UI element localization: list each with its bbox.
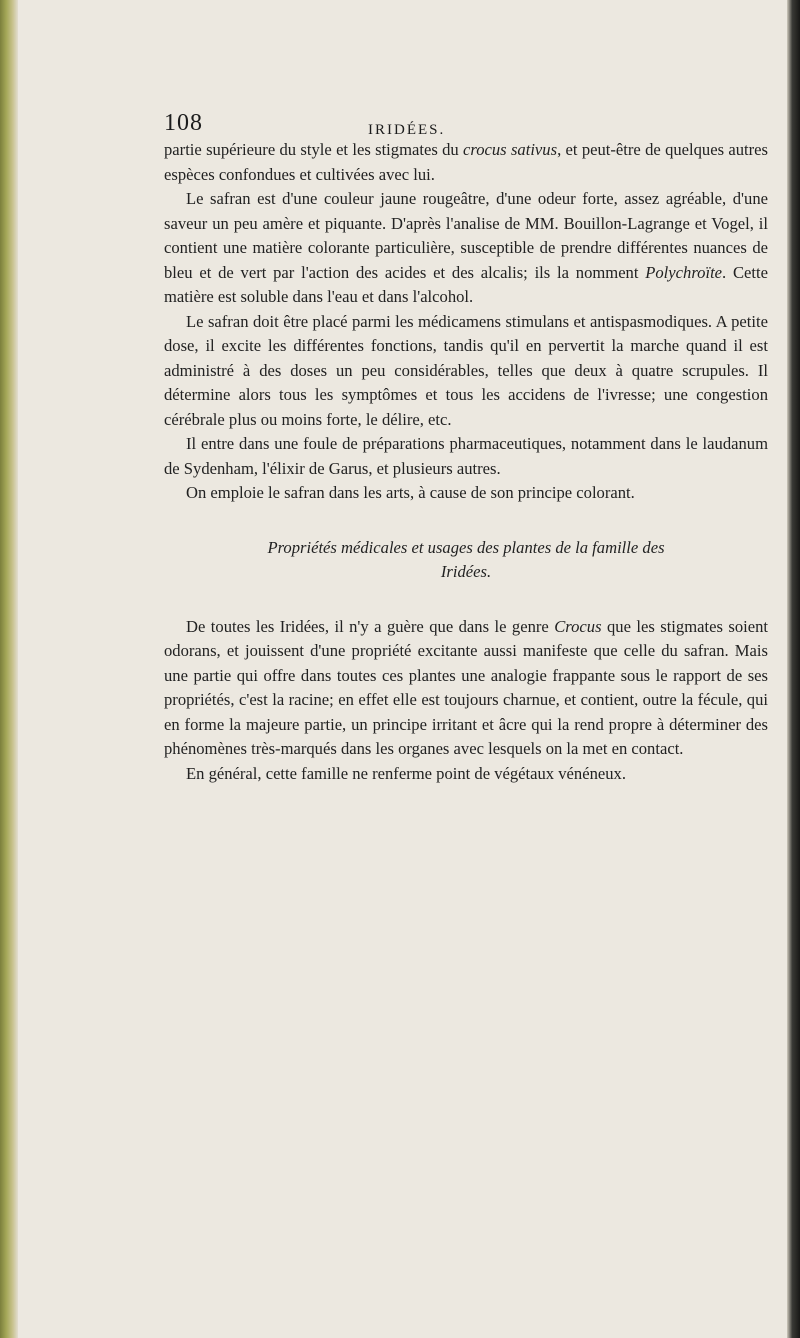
paragraph-3: Le safran doit être placé parmi les médicamens stimulans et antispasmodiques. A petite dose, il excite les différentes fonctions, tandis qu'il en pervertit la marche quand il est administré à des doses un peu considérables, telles que deux à quatre scrupules. Il détermine alors tous les symptômes et tous les accidens de l'ivresse; une congestion cérébrale plus ou moins forte, le délire, etc. — [164, 311, 768, 429]
genus-name: Crocus — [554, 616, 602, 636]
paragraph-5: On emploie le safran dans les arts, à cause de son principe colorant. — [186, 483, 635, 502]
page-edge — [0, 0, 18, 1338]
species-name: crocus sativus — [463, 140, 558, 159]
paragraph-7: En général, cette famille ne renferme point de végétaux vénéneux. — [186, 763, 626, 783]
book-binding — [787, 0, 800, 1338]
paragraph-4: Il entre dans une foule de préparations pharmaceutiques, notamment dans le laudanum de Sydenham, l'élixir de Garus, et plusieurs autres. — [164, 434, 768, 478]
body-text — [164, 138, 768, 786]
running-head: IRIDÉES. — [368, 122, 446, 138]
page-number: 108 — [164, 110, 203, 136]
paragraph-6: De toutes les Iridées, il n'y a guère que dans le genre Crocus que les stigmates soient odorans, et jouissent d'une propriété excitante aussi manifeste que celle du safran. Mais une partie qui offre dans toutes ces plantes une analogie frappante sous le rapport de ses propriétés, c'est la racine; en effet elle est toujours charnue, et contient, outre la fécule, qui en forme la majeure partie, un principe irritant et âcre qui la rend propre à déterminer des phénomènes très-marqués dans les organes avec lesquels on la met en contact. — [164, 616, 768, 758]
paragraph-1: partie supérieure du style et les stigmates du crocus sativus, et peut-être de quelques autres espèces confondues et cultivées avec lui. — [164, 140, 768, 184]
section-title: Propriétés médicales et usages des plantes de la famille des Iridées. — [267, 537, 665, 581]
paragraph-2: Le safran est d'une couleur jaune rougeâtre, d'une odeur forte, assez agréable, d'une saveur un peu amère et piquante. D'après l'analise de MM. Bouillon-Lagrange et Vogel, il contient une matière colorante particulière, susceptible de prendre différentes nuances de bleu et de vert par l'action des acides et des alcalis; ils la nomment Polychroïte. Cette matière est soluble dans l'eau et dans l'alcohol. — [164, 189, 768, 306]
polychroite-term: Polychroïte — [645, 262, 723, 282]
